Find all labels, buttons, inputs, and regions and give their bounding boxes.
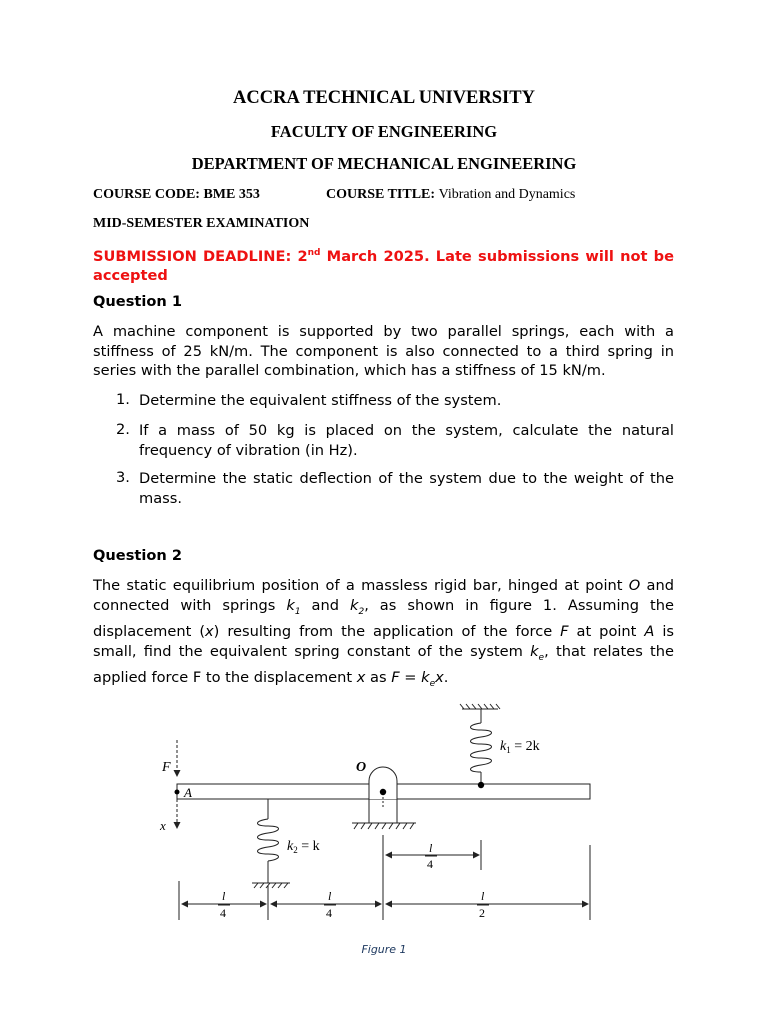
question-2-body: The static equilibrium position of a massless rigid bar, hinged at point O and connected with springs $k_1$ and $k_2$, as shown in figure 1. Assuming the displacement (x) resulting from the application of the force F at point A is small, find the equivalent spring constant of the system $k_e$, that relates the applied force F to the displacement x as $F = k_ex$. — [93, 577, 675, 690]
label-k2: $k_2 = k$ — [287, 839, 320, 855]
bottom-ground-hatch — [254, 883, 288, 888]
figure-1-diagram — [140, 695, 610, 930]
q1-item-2-text: If a mass of 50 kg is placed on the system, calculate the natural frequency of vibration (in Hz). — [139, 422, 674, 459]
q1-item-3-number: 3. — [116, 469, 130, 486]
hinge-ground-hatch — [354, 823, 414, 829]
dim-1-den: 4 — [220, 906, 226, 920]
dim-3-den: 2 — [479, 906, 485, 920]
label-k1: $k_1 = 2k$ — [500, 739, 540, 755]
top-ground-hatch — [460, 704, 500, 709]
dim-top-den: 4 — [427, 857, 433, 871]
course-title-label: COURSE TITLE: — [326, 187, 439, 202]
dim-3-num: l — [481, 889, 485, 903]
submission-deadline — [93, 244, 674, 286]
course-title — [326, 187, 575, 203]
deadline-sup: nd — [307, 248, 321, 258]
dim-top-num: l — [429, 841, 433, 855]
hinge-pivot-point — [380, 789, 386, 795]
label-o: O — [356, 760, 367, 775]
label-a: A — [184, 785, 192, 800]
dim-2-den: 4 — [326, 906, 332, 920]
q1-item-1-number: 1. — [116, 391, 130, 408]
point-a-dot — [175, 790, 180, 795]
k2-spring-coils — [258, 819, 279, 861]
k1-spring-coils — [471, 723, 492, 772]
dim-2-num: l — [328, 889, 332, 903]
university-title: ACCRA TECHNICAL UNIVERSITY — [233, 88, 535, 108]
k1-attach-point — [478, 782, 484, 788]
figure-caption: Figure 1 — [361, 943, 407, 956]
q1-item-3-text: Determine the static deflection of the system due to the weight of the mass. — [139, 470, 674, 507]
q1-item-2-number: 2. — [116, 421, 130, 438]
label-x: x — [160, 818, 166, 833]
course-code: COURSE CODE: BME 353 — [93, 187, 260, 202]
deadline-prefix: SUBMISSION DEADLINE: 2 — [93, 247, 308, 265]
dim-1-num: l — [222, 889, 226, 903]
faculty-title: FACULTY OF ENGINEERING — [270, 122, 498, 141]
question-1-body: A machine component is supported by two parallel springs, each with a stiffness of 25 kN/m. The component is also connected to a third spring in series with the parallel combination, which has a stiffness of 15 kN/m. — [93, 323, 674, 380]
exam-title: MID-SEMESTER EXAMINATION — [93, 216, 310, 231]
department-title: DEPARTMENT OF MECHANICAL ENGINEERING — [191, 154, 577, 173]
question-1-title: Question 1 — [93, 293, 183, 310]
q1-item-1-text: Determine the equivalent stiffness of the system. — [139, 392, 502, 409]
question-2-title: Question 2 — [93, 547, 183, 564]
label-f: F — [162, 760, 171, 775]
course-title-value: Vibration and Dynamics — [438, 187, 576, 202]
deadline-suffix: March 2025. Late submissions will not be accepted — [93, 247, 674, 285]
